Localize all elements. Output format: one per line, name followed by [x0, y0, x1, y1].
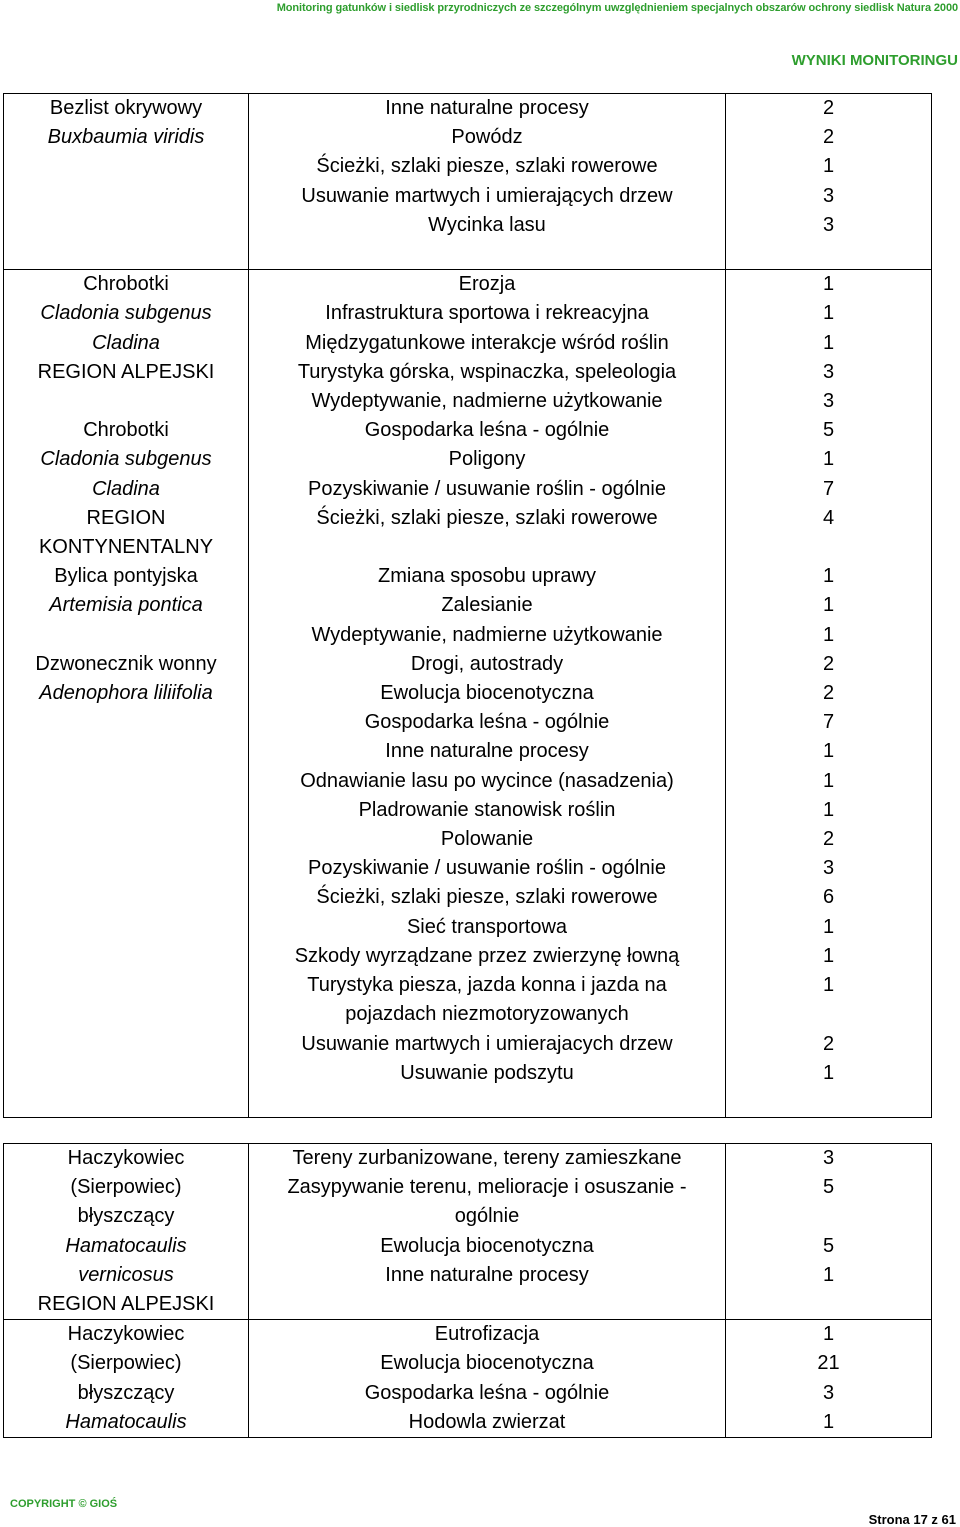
species-name: KONTYNENTALNY	[38, 536, 214, 559]
threat-item: Drogi, autostrady	[410, 652, 564, 675]
species-name: błyszczący	[77, 1381, 175, 1404]
count-value	[726, 1202, 931, 1231]
threat-item: Inne naturalne procesy	[385, 740, 589, 763]
count-cell	[726, 1320, 932, 1438]
table-row	[4, 416, 932, 562]
count-value: 3	[822, 360, 835, 383]
count-value: 7	[822, 477, 835, 500]
count-value: 1	[822, 915, 835, 938]
species-name: Cladina	[92, 477, 160, 500]
threats-cell	[249, 1320, 726, 1438]
count-cell	[726, 650, 932, 1118]
count-value: 3	[822, 857, 835, 880]
threat-item: Wycinka lasu	[428, 213, 546, 236]
species-name: Hamatocaulis	[65, 1234, 187, 1257]
threat-item: Powódz	[451, 126, 523, 149]
table-row	[4, 94, 932, 270]
threat-item: Ścieżki, szlaki piesze, szlaki rowerowe	[316, 155, 658, 178]
threats-cell	[249, 650, 726, 1118]
count-value: 2	[822, 126, 835, 149]
table-row	[4, 1320, 932, 1438]
page-number: Strona 17 z 61	[868, 1512, 956, 1527]
threat-item: Gospodarka leśna - ogólnie	[364, 1381, 610, 1404]
count-value: 1	[822, 974, 835, 997]
count-value: 3	[822, 390, 835, 413]
species-name: Bylica pontyjska	[54, 565, 198, 588]
count-value: 2	[822, 1032, 835, 1055]
threat-item: pojazdach niezmotoryzowanych	[345, 1003, 629, 1026]
count-value: 1	[822, 273, 835, 296]
table-row	[4, 650, 932, 1118]
count-value: 3	[822, 184, 835, 207]
threat-item: Zalesianie	[441, 594, 533, 617]
threat-item: Ścieżki, szlaki piesze, szlaki rowerowe	[316, 886, 658, 909]
threat-item: Tereny zurbanizowane, tereny zamieszkane	[292, 1147, 682, 1169]
threat-item: Ewolucja biocenotyczna	[380, 682, 594, 705]
species-name: Dzwonecznik wonny	[35, 652, 217, 675]
monitoring-table-2	[3, 1143, 932, 1438]
table-row	[4, 270, 932, 417]
count-value: 2	[822, 682, 835, 705]
threat-item: Ewolucja biocenotyczna	[380, 1234, 594, 1257]
threat-item: Gospodarka leśna - ogólnie	[364, 419, 610, 442]
count-value: 7	[822, 711, 835, 734]
threat-item: Usuwanie martwych i umierających drzew	[301, 184, 673, 207]
species-name: Cladina	[92, 331, 160, 354]
species-cell	[4, 416, 249, 562]
count-value: 3	[822, 1381, 835, 1404]
count-value: 1	[822, 740, 835, 763]
threat-item: Szkody wyrządzane przez zwierzynę łowną	[294, 944, 680, 967]
threat-item: Poligony	[448, 448, 526, 471]
threat-item: Eutrofizacja	[434, 1323, 540, 1346]
species-cell	[4, 94, 249, 270]
threats-cell	[249, 94, 726, 270]
threat-item: Pladrowanie stanowisk roślin	[358, 798, 616, 821]
threat-item: Zmiana sposobu uprawy	[378, 565, 596, 588]
threat-item: Sieć transportowa	[406, 915, 568, 938]
threat-item: Międzygatunkowe interakcje wśród roślin	[305, 331, 669, 354]
count-cell	[726, 416, 932, 562]
count-value: 1	[822, 798, 835, 821]
count-value: 2	[822, 828, 835, 851]
count-value: 1	[822, 594, 835, 617]
species-name: REGION	[86, 506, 166, 529]
species-cell	[4, 1144, 249, 1320]
table-row	[4, 1144, 932, 1320]
species-name: Cladonia subgenus	[40, 448, 212, 471]
threat-item: Gospodarka leśna - ogólnie	[364, 711, 610, 734]
species-name: błyszczący	[77, 1205, 175, 1228]
species-name: (Sierpowiec)	[70, 1176, 182, 1199]
count-value	[726, 1000, 931, 1029]
threat-item: Hodowla zwierzat	[408, 1410, 566, 1433]
species-name: Artemisia pontica	[49, 594, 203, 617]
count-value: 5	[822, 1234, 835, 1257]
count-value: 1	[822, 155, 835, 178]
threats-cell	[249, 270, 726, 417]
count-value: 1	[822, 302, 835, 325]
threat-item: Ewolucja biocenotyczna	[380, 1352, 594, 1375]
species-name: Adenophora liliifolia	[39, 682, 213, 705]
count-value: 1	[822, 944, 835, 967]
copyright-footer: COPYRIGHT © GIOŚ	[10, 1498, 118, 1510]
threats-cell	[249, 562, 726, 650]
count-value: 6	[822, 886, 835, 909]
count-value: 5	[822, 419, 835, 442]
threat-item: Infrastruktura sportowa i rekreacyjna	[325, 302, 649, 325]
threat-item: Inne naturalne procesy	[385, 97, 589, 119]
threat-item: Usuwanie podszytu	[400, 1061, 574, 1084]
species-name: vernicosus	[78, 1263, 174, 1286]
count-value: 4	[822, 506, 835, 529]
species-cell	[4, 1320, 249, 1438]
threat-item: ogólnie	[454, 1205, 520, 1228]
species-name: Bezlist okrywowy	[49, 97, 203, 119]
count-value: 21	[817, 1352, 840, 1375]
count-value: 1	[822, 1323, 835, 1346]
count-value: 1	[822, 1263, 835, 1286]
species-cell	[4, 270, 249, 417]
threats-cell	[249, 1144, 726, 1320]
section-title: WYNIKI MONITORINGU	[791, 52, 958, 69]
count-value: 3	[822, 213, 835, 236]
count-cell	[726, 562, 932, 650]
count-value: 1	[822, 565, 835, 588]
table-row	[4, 562, 932, 650]
threat-item: Zasypywanie terenu, melioracje i osuszanie -	[287, 1176, 687, 1199]
threat-item: Turystyka górska, wspinaczka, speleologia	[297, 360, 677, 383]
species-name: Haczykowiec	[67, 1147, 185, 1169]
count-value: 2	[822, 652, 835, 675]
count-value: 1	[822, 331, 835, 354]
species-name: Hamatocaulis	[65, 1410, 187, 1433]
count-value: 1	[822, 448, 835, 471]
threat-item: Pozyskiwanie / usuwanie roślin - ogólnie	[308, 857, 666, 880]
count-value: 3	[822, 1147, 835, 1169]
species-name: Buxbaumia viridis	[47, 126, 205, 149]
threat-item: Ścieżki, szlaki piesze, szlaki rowerowe	[316, 506, 658, 529]
count-value: 1	[822, 623, 835, 646]
threat-item: Usuwanie martwych i umierajacych drzew	[301, 1032, 673, 1055]
threat-item: Wydeptywanie, nadmierne użytkowanie	[311, 390, 663, 413]
threat-item: Wydeptywanie, nadmierne użytkowanie	[311, 623, 663, 646]
species-cell	[4, 562, 249, 650]
species-name: REGION ALPEJSKI	[37, 1293, 215, 1316]
threat-item: Inne naturalne procesy	[385, 1263, 589, 1286]
count-cell	[726, 94, 932, 270]
count-cell	[726, 270, 932, 417]
threat-item: Pozyskiwanie / usuwanie roślin - ogólnie	[308, 477, 666, 500]
species-name: Chrobotki	[83, 419, 169, 442]
species-name: (Sierpowiec)	[70, 1352, 182, 1375]
count-cell	[726, 1144, 932, 1320]
count-value: 1	[822, 1061, 835, 1084]
count-value: 1	[822, 1410, 835, 1433]
monitoring-table-1	[3, 93, 932, 1118]
species-name: REGION ALPEJSKI	[37, 360, 215, 383]
count-value: 2	[822, 97, 835, 119]
count-value: 1	[822, 769, 835, 792]
count-value: 5	[822, 1176, 835, 1199]
threat-item: Erozja	[458, 273, 516, 296]
species-name: Cladonia subgenus	[40, 302, 212, 325]
species-name: Haczykowiec	[67, 1323, 185, 1346]
threat-item: Polowanie	[440, 828, 534, 851]
threats-cell	[249, 416, 726, 562]
threat-item: Turystyka piesza, jazda konna i jazda na	[307, 974, 667, 997]
running-header: Monitoring gatunków i siedlisk przyrodniczych ze szczególnym uwzględnieniem specjalnych obszarów ochrony siedlisk Natura 2000	[276, 2, 958, 14]
threat-item: Odnawianie lasu po wycince (nasadzenia)	[300, 769, 674, 792]
species-cell	[4, 650, 249, 1118]
species-name: Chrobotki	[83, 273, 169, 296]
